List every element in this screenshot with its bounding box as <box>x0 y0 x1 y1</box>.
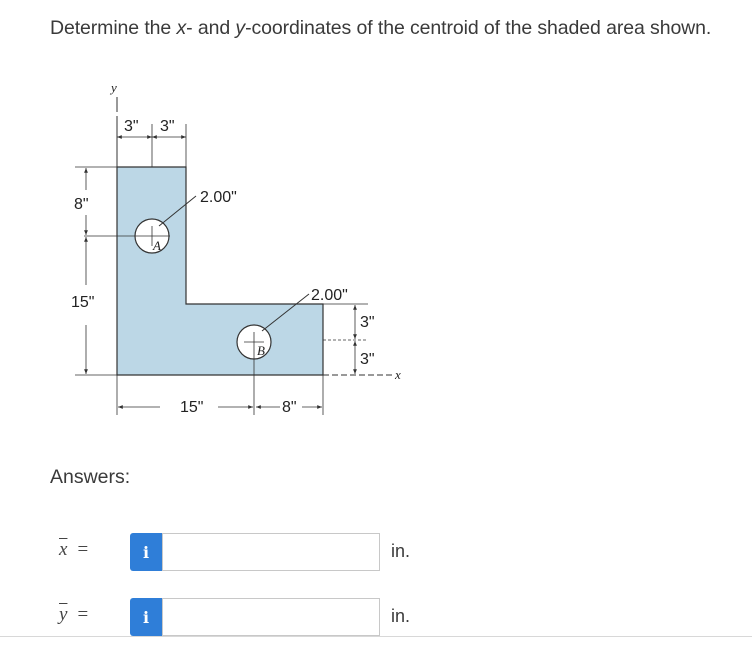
dim-right-top-label: 3" <box>360 314 375 331</box>
y-equals: = <box>77 604 89 625</box>
x-axis-label: x <box>395 367 401 382</box>
y-axis-label: y <box>111 80 117 95</box>
y-answer-input[interactable] <box>162 598 380 636</box>
dim-left-bottom-label: 15" <box>71 294 95 311</box>
x-bar-symbol: $\overline{x}$ <box>59 539 68 560</box>
answer-row-y <box>0 598 752 638</box>
x-info-button[interactable]: i <box>130 533 162 571</box>
y-bar-symbol: $\overline{y}$ <box>59 604 68 625</box>
answers-heading: Answers: <box>50 466 131 488</box>
dim-bottom-left-label: 15" <box>180 399 204 416</box>
y-bar-label <box>59 604 88 626</box>
question-part2: - and <box>186 17 236 39</box>
question-part3: -coordinates of the centroid of the shaded area shown. <box>245 17 712 39</box>
answer-row-x <box>0 533 752 573</box>
x-bar-label <box>59 539 88 561</box>
question-x: x <box>176 17 187 39</box>
dim-right-bottom-label: 3" <box>360 351 375 368</box>
dim-left-top-label: 8" <box>74 196 89 213</box>
question-y: y <box>235 17 246 39</box>
y-info-button[interactable]: i <box>130 598 162 636</box>
x-unit: in. <box>391 541 411 561</box>
hole-a-diameter: 2.00" <box>200 189 237 206</box>
x-answer-input[interactable] <box>162 533 380 571</box>
bottom-divider <box>0 636 752 637</box>
hole-a-label: A <box>153 238 161 253</box>
dim-top-left-label: 3" <box>124 118 139 135</box>
question-part1: Determine the <box>50 17 177 39</box>
dim-top-right-label: 3" <box>160 118 175 135</box>
dim-bottom-right-label: 8" <box>282 399 297 416</box>
hole-b-label: B <box>257 343 265 358</box>
hole-b-diameter: 2.00" <box>311 287 348 304</box>
x-equals: = <box>77 539 89 560</box>
y-unit: in. <box>391 606 411 626</box>
